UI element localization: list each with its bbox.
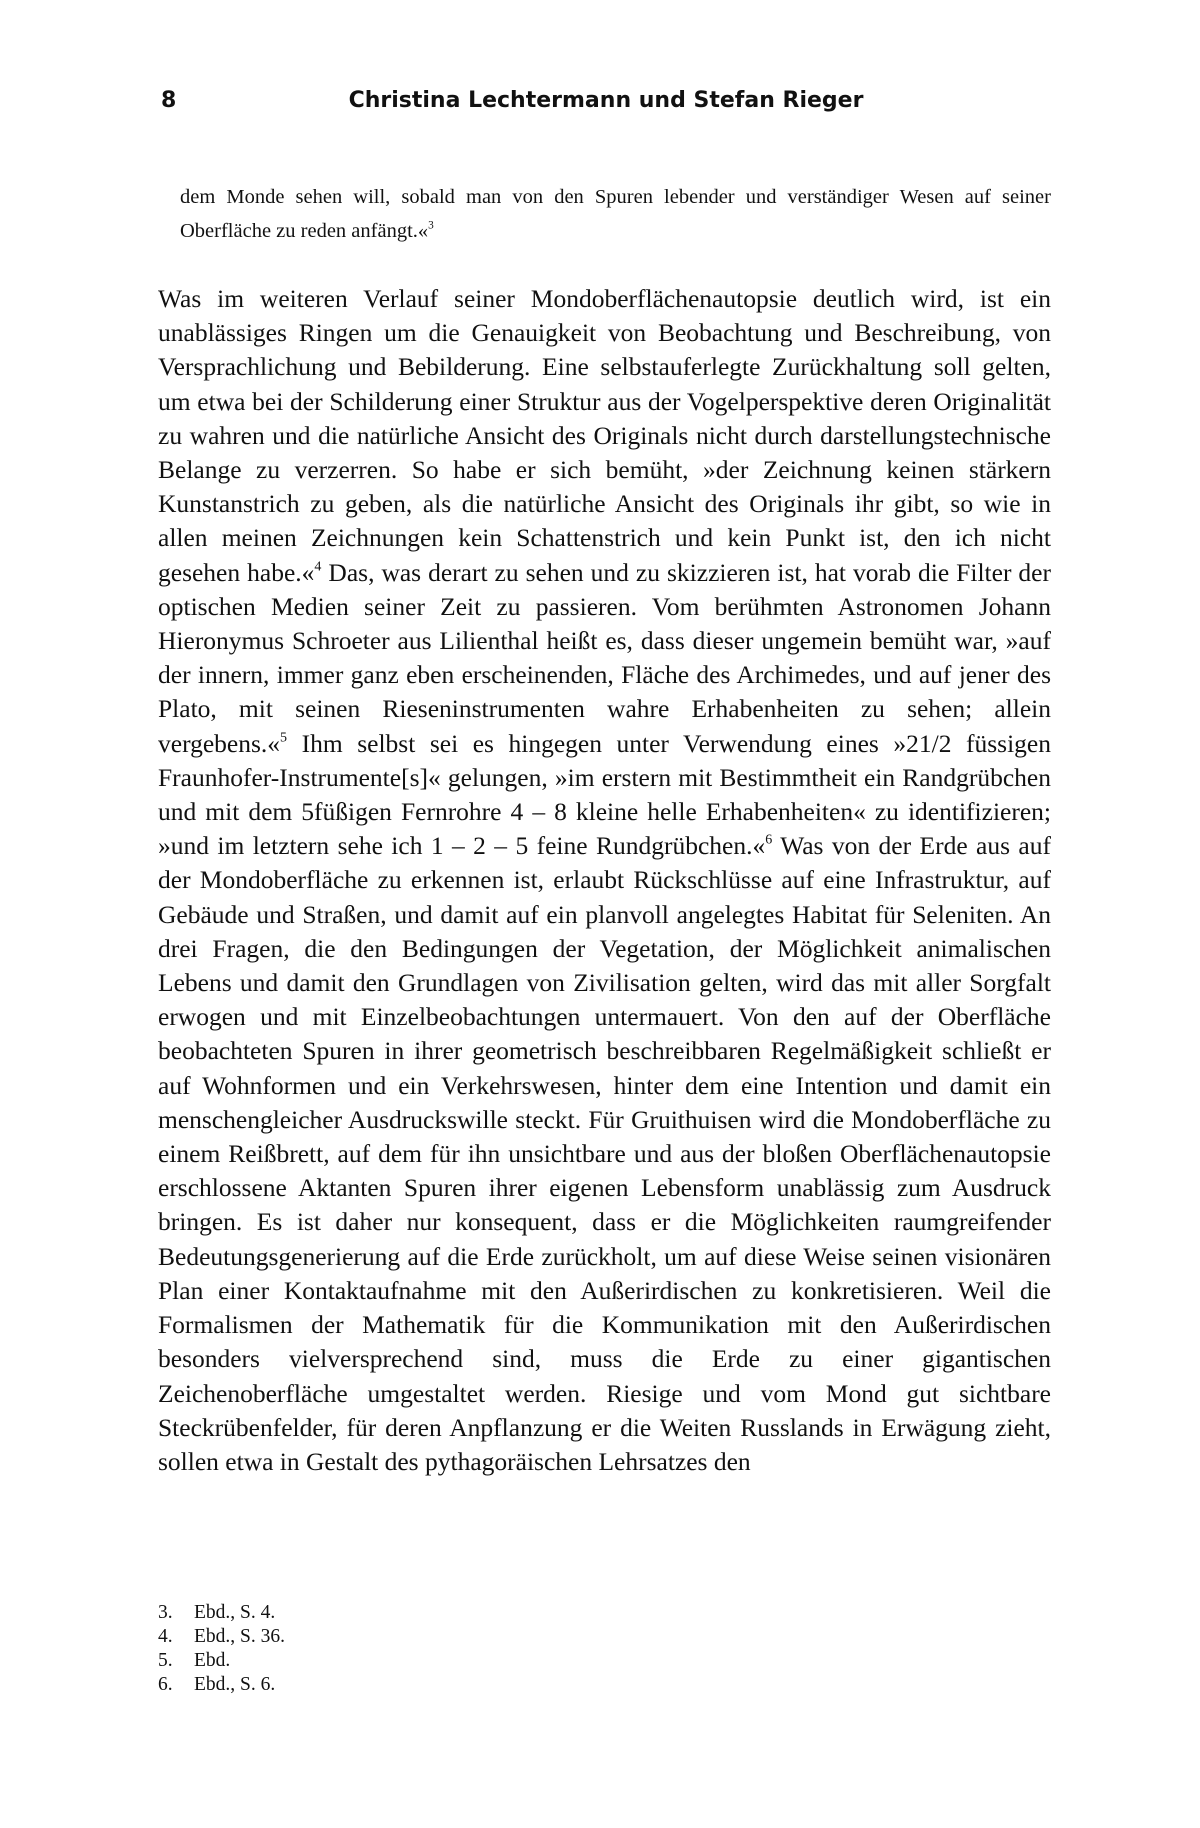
page-number: 8 bbox=[161, 88, 177, 113]
footnote-text: Ebd., S. 4. bbox=[194, 1602, 276, 1623]
footnote-reference: 4 bbox=[314, 559, 322, 575]
running-head: Christina Lechtermann und Stefan Rieger bbox=[348, 88, 864, 113]
page-header bbox=[161, 88, 1051, 124]
text-segment: Ihm selbst sei es hingegen unter Verwendung eines »21/2 füssigen Fraunhofer-Instrumente[s]« gelungen, »im erstern mit Bestimmtheit ein Randgrübchen und mit dem 5füßigen Fernrohre 4 – 8 kleine helle Erhabenheiten« zu identifizieren; »und im letztern sehe ich 1 – 2 – 5 feine Rundgrübchen.« bbox=[158, 728, 1051, 861]
text-segment: Was im weiteren Verlauf seiner Mondoberflächenautopsie deutlich wird, ist ein unablässiges Ringen um die Genauigkeit von Beobachtung und Beschreibung, von Versprachlichung und Bebilderung. Eine selbstauferlegte Zurückhaltung soll gelten, um etwa bei der Schilderung einer Struktur aus der Vogelperspektive deren Originalität zu wahren und die natürliche Ansicht des Originals nicht durch darstellungstechnische Belange zu verzerren. So habe er sich bemüht, »der Zeichnung keinen stärkern Kunstanstrich zu geben, als die natürliche Ansicht des Originals ihr gibt, so wie in allen meinen Zeichnungen kein Schattenstrich und kein Punkt ist, den ich nicht gesehen habe.« bbox=[158, 284, 1051, 587]
block-quote bbox=[180, 180, 1051, 248]
footnote-number: 3. bbox=[158, 1602, 173, 1623]
footnote-reference: 3 bbox=[428, 219, 434, 232]
paragraph bbox=[158, 282, 1051, 1479]
footnote-number: 4. bbox=[158, 1626, 173, 1647]
footnotes bbox=[158, 1601, 658, 1697]
footnote-text: Ebd., S. 6. bbox=[194, 1674, 276, 1695]
text-segment: Was von der Erde aus auf der Mondoberfläche zu erkennen ist, erlaubt Rückschlüsse auf eine Infrastruktur, auf Gebäude und Straßen, und damit auf ein planvoll angelegtes Habitat für Seleniten. An drei Fragen, die den Bedingungen der Vegetation, der Möglichkeit animalischen Lebens und damit den Grundlagen von Zivilisation gelten, wird das mit aller Sorgfalt erwogen und mit Einzelbeobachtungen untermauert. Von den auf der Oberfläche beobachteten Spuren in ihrer geometrisch beschreibbaren Regelmäßigkeit schließt er auf Wohnformen und ein Verkehrswesen, hinter dem eine Intention und damit ein menschengleicher Ausdruckswille steckt. Für Gruithuisen wird die Mondoberfläche zu einem Reißbrett, auf dem für ihn unsichtbare und aus der bloßen Oberflächenautopsie erschlossene Aktanten Spuren ihrer eigenen Lebensform unablässig zum Ausdruck bringen. Es ist daher nur konsequent, dass er die Möglichkeiten raumgreifender Bedeutungsgenerierung auf die Erde zurückholt, um auf diese Weise seinen visionären Plan einer Kontaktaufnahme mit den Außerirdischen zu konkretisieren. Weil die Formalismen der Mathematik für die Kommunikation mit den Außerirdischen besonders vielversprechend sind, muss die Erde zu einer gigantischen Zeichenoberfläche umgestaltet werden. Riesige und vom Mond gut sichtbare Steckrübenfelder, für deren Anpflanzung er die Weiten Russlands in Erwägung zieht, sollen etwa in Gestalt des pythagoräischen Lehrsatzes den bbox=[158, 831, 1051, 1476]
text-segment: Das, was derart zu sehen und zu skizzieren ist, hat vorab die Filter der optischen Medien seiner Zeit zu passieren. Vom berühmten Astronomen Johann Hieronymus Schroeter aus Lilienthal heißt es, dass dieser ungemein bemüht war, »auf der innern, immer ganz eben erscheinenden, Fläche des Archimedes, und auf jener des Plato, mit seinen Rieseninstrumenten wahre Erhabenheiten zu sehen; allein vergebens.« bbox=[158, 557, 1051, 758]
footnote bbox=[158, 1601, 658, 1625]
footnote-number: 5. bbox=[158, 1650, 173, 1671]
footnote-text: Ebd., S. 36. bbox=[194, 1626, 286, 1647]
footnote-text: Ebd. bbox=[194, 1650, 231, 1671]
footnote-number: 6. bbox=[158, 1674, 173, 1695]
quote-text: dem Monde sehen will, sobald man von den Spuren lebender und verständiger Wesen auf seiner Oberfläche zu reden anfängt.« bbox=[180, 186, 1051, 242]
footnote bbox=[158, 1649, 658, 1673]
footnote bbox=[158, 1673, 658, 1697]
footnote bbox=[158, 1625, 658, 1649]
body-paragraph bbox=[158, 282, 1051, 1479]
footnote-reference: 6 bbox=[765, 832, 773, 848]
footnote-reference: 5 bbox=[280, 730, 288, 746]
